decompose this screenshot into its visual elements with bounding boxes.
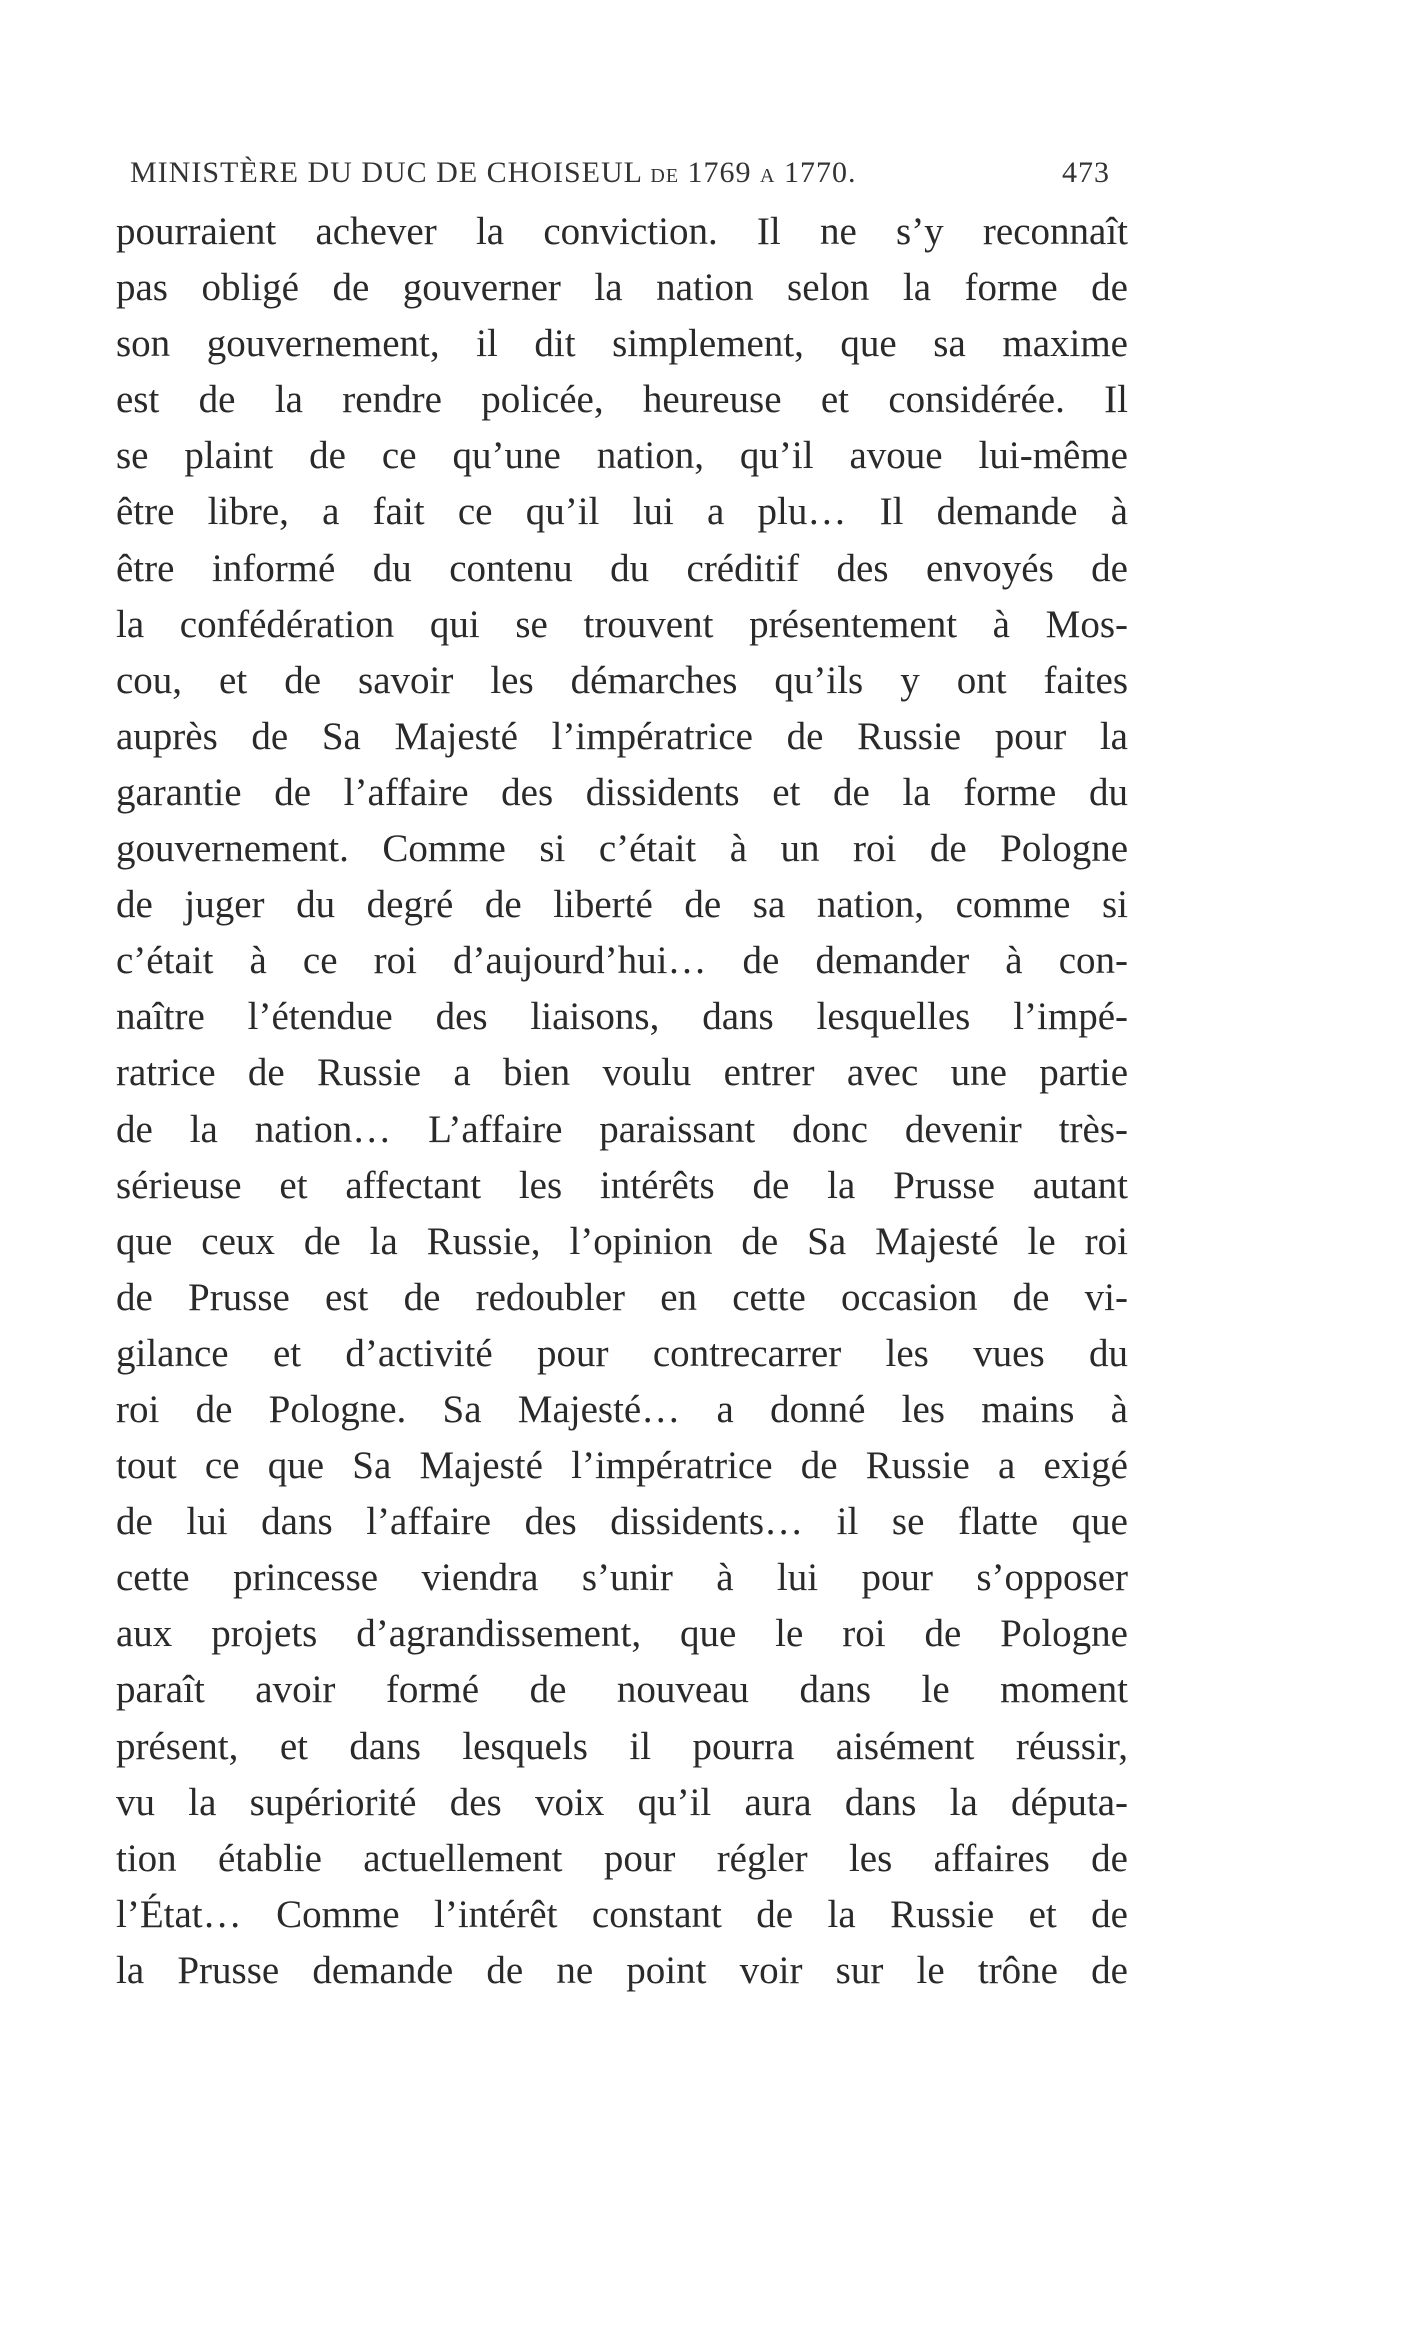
text-line: ratrice de Russie a bien voulu entrer avec une partie <box>116 1051 1128 1095</box>
text-line: naître l’étendue des liaisons, dans lesquelles l’impé- <box>116 995 1128 1039</box>
text-line: c’était à ce roi d’aujourd’hui… de demander à con- <box>116 939 1128 983</box>
text-line: de juger du degré de liberté de sa nation, comme si <box>116 883 1128 927</box>
text-line: roi de Pologne. Sa Majesté… a donné les mains à <box>116 1387 1128 1431</box>
page-number: 473 <box>1062 156 1110 189</box>
text-line: se plaint de ce qu’une nation, qu’il avoue lui-même <box>116 434 1128 478</box>
text-line: pourraient achever la conviction. Il ne s’y reconnaît <box>116 210 1128 253</box>
text-line: aux projets d’agrandissement, que le roi de Pologne <box>116 1612 1128 1656</box>
text-line: tout ce que Sa Majesté l’impératrice de Russie a exigé <box>116 1444 1128 1488</box>
text-line: gouvernement. Comme si c’était à un roi de Pologne <box>116 827 1128 871</box>
running-head <box>130 156 1110 196</box>
text-line: que ceux de la Russie, l’opinion de Sa Majesté le roi <box>116 1219 1128 1263</box>
text-line: l’État… Comme l’intérêt constant de la Russie et de <box>116 1892 1128 1936</box>
text-line: cette princesse viendra s’unir à lui pour s’opposer <box>116 1556 1128 1600</box>
text-line: de la nation… L’affaire paraissant donc devenir très- <box>116 1107 1128 1151</box>
body-text <box>116 204 1128 1999</box>
text-line: pas obligé de gouverner la nation selon la forme de <box>116 266 1128 310</box>
text-line: de lui dans l’affaire des dissidents… il se flatte que <box>116 1500 1128 1544</box>
text-line: la confédération qui se trouvent présentement à Mos- <box>116 602 1128 646</box>
text-line: cou, et de savoir les démarches qu’ils y ont faites <box>116 658 1128 702</box>
running-title-year-end: 1770. <box>784 156 857 189</box>
text-line: auprès de Sa Majesté l’impératrice de Russie pour la <box>116 714 1128 758</box>
text-line: présent, et dans lesquels il pourra aisément réussir, <box>116 1724 1128 1768</box>
text-line: est de la rendre policée, heureuse et considérée. Il <box>116 378 1128 422</box>
text-line: garantie de l’affaire des dissidents et de la forme du <box>116 770 1128 814</box>
running-title-de: DE <box>650 165 680 187</box>
text-line: vu la supériorité des voix qu’il aura dans la députa- <box>116 1780 1128 1824</box>
text-line: la Prusse demande de ne point voir sur le trône de <box>116 1948 1128 1992</box>
text-line: de Prusse est de redoubler en cette occasion de vi- <box>116 1275 1128 1319</box>
text-line: gilance et d’activité pour contrecarrer les vues du <box>116 1331 1128 1375</box>
text-line: être libre, a fait ce qu’il lui a plu… Il demande à <box>116 490 1128 534</box>
running-title-main: MINISTÈRE DU DUC DE CHOISEUL <box>130 156 642 189</box>
text-line: son gouvernement, il dit simplement, que sa maxime <box>116 322 1128 366</box>
running-title <box>130 156 857 190</box>
text-line: être informé du contenu du créditif des envoyés de <box>116 546 1128 590</box>
running-title-a: A <box>760 165 776 187</box>
text-line: tion établie actuellement pour régler les affaires de <box>116 1836 1128 1880</box>
text-line: sérieuse et affectant les intérêts de la Prusse autant <box>116 1163 1128 1207</box>
text-line: paraît avoir formé de nouveau dans le moment <box>116 1668 1128 1712</box>
running-title-year-start: 1769 <box>687 156 752 189</box>
